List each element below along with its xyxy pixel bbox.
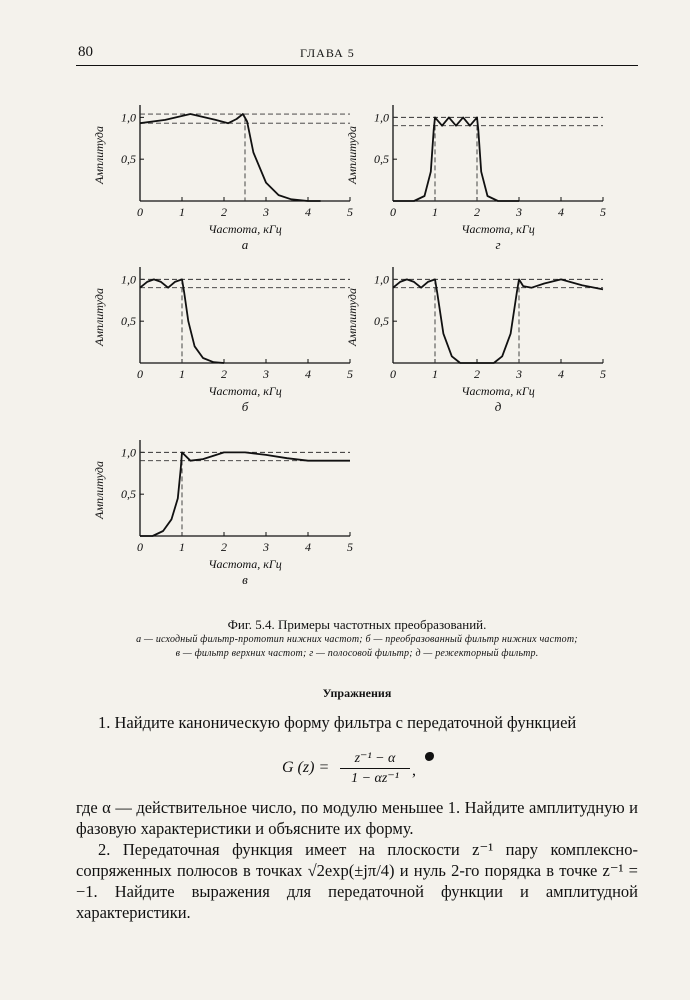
figure-legend-line-1: а — исходный фильтр-прототип нижних частот; б — преобразованный фильтр нижних частот; [136, 634, 578, 645]
x-tick-label: 5 [600, 205, 606, 219]
formula-denominator: 1 − αz⁻¹ [351, 771, 399, 786]
x-tick-label: 3 [263, 205, 269, 219]
y-axis-label: Амплитуда [345, 288, 359, 346]
x-axis-label: Частота, кГц [208, 222, 282, 236]
y-tick-label: 1,0 [121, 445, 136, 460]
x-tick-label: 2 [221, 367, 227, 381]
x-tick-label: 5 [347, 540, 353, 554]
y-tick-label: 1,0 [374, 272, 389, 287]
y-tick-label: 0,5 [121, 152, 136, 167]
x-tick-label: 4 [305, 205, 311, 219]
x-tick-label: 3 [263, 540, 269, 554]
x-tick-label: 4 [558, 205, 564, 219]
x-tick-label: 4 [558, 367, 564, 381]
x-tick-label: 1 [432, 367, 438, 381]
x-tick-label: 4 [305, 540, 311, 554]
y-axis-label: Амплитуда [92, 461, 106, 519]
chart-panel-d [338, 262, 618, 422]
figure-legend [76, 633, 638, 661]
header-rule [76, 65, 638, 66]
y-axis-label: Амплитуда [92, 126, 106, 184]
x-tick-label: 3 [516, 367, 522, 381]
x-tick-label: 4 [305, 367, 311, 381]
response-curve [393, 279, 603, 363]
x-tick-label: 2 [474, 205, 480, 219]
x-tick-label: 0 [137, 540, 143, 554]
x-tick-label: 2 [221, 540, 227, 554]
chart-panel-g [338, 100, 618, 260]
x-tick-label: 0 [137, 205, 143, 219]
section-title: Упражнения [322, 686, 392, 700]
formula-lhs: G (z) = [282, 759, 330, 776]
x-tick-label: 0 [390, 205, 396, 219]
x-axis-label: Частота, кГц [461, 222, 535, 236]
response-curve [140, 452, 350, 536]
formula-numerator: z⁻¹ − α [340, 750, 410, 769]
x-tick-label: 5 [347, 205, 353, 219]
x-axis-label: Частота, кГц [461, 384, 535, 398]
x-tick-label: 3 [516, 205, 522, 219]
running-head: ГЛАВА 5 [300, 46, 355, 60]
y-tick-label: 0,5 [374, 314, 389, 329]
y-tick-label: 0,5 [121, 487, 136, 502]
figure-legend-line-2: в — фильтр верхних частот; г — полосовой фильтр; д — режекторный фильтр. [175, 648, 539, 659]
y-axis-label: Амплитуда [92, 288, 106, 346]
exercise-1-intro: 1. Найдите каноническую форму фильтра с передаточной функцией [98, 713, 577, 732]
y-tick-label: 0,5 [374, 152, 389, 167]
y-tick-label: 0,5 [121, 314, 136, 329]
figure-caption: Фиг. 5.4. Примеры частотных преобразований. [227, 617, 487, 632]
x-tick-label: 2 [221, 205, 227, 219]
transfer-function-formula [282, 750, 482, 790]
chart-panel-a [85, 100, 365, 260]
panel-label: в [242, 572, 248, 587]
x-axis-label: Частота, кГц [208, 384, 282, 398]
y-tick-label: 1,0 [121, 272, 136, 287]
panel-label: д [494, 399, 502, 414]
y-tick-label: 1,0 [374, 110, 389, 125]
x-tick-label: 1 [179, 540, 185, 554]
panel-label: г [495, 237, 501, 252]
exercise-1-rest: где α — действительное число, по модулю меньшее 1. Найдите амплитудную и фазовую характеристики и объясните их форму. [76, 798, 638, 838]
chart-panel-b [85, 262, 365, 422]
page-number: 80 [78, 44, 93, 60]
x-tick-label: 5 [347, 367, 353, 381]
formula-comma: , [412, 762, 416, 779]
y-axis-label: Амплитуда [345, 126, 359, 184]
x-tick-label: 5 [600, 367, 606, 381]
response-curve [140, 114, 321, 201]
response-curve [393, 117, 519, 201]
x-tick-label: 0 [137, 367, 143, 381]
x-tick-label: 3 [263, 367, 269, 381]
x-tick-label: 2 [474, 367, 480, 381]
chart-panel-v [85, 435, 365, 595]
exercise-2: 2. Передаточная функция имеет на плоскости z⁻¹ пару комплексно-сопряженных полюсов в точках √2exp(±jπ/4) и нуль 2-го порядка в точке z⁻¹ = −1. Найдите выражения для передаточной функции и амплитудной характеристики. [76, 840, 638, 922]
formula-fraction [340, 750, 410, 787]
x-tick-label: 1 [179, 367, 185, 381]
panel-label: б [241, 399, 249, 414]
x-tick-label: 1 [432, 205, 438, 219]
x-axis-label: Частота, кГц [208, 557, 282, 571]
x-tick-label: 1 [179, 205, 185, 219]
panel-label: а [241, 237, 249, 252]
y-tick-label: 1,0 [121, 110, 136, 125]
x-tick-label: 0 [390, 367, 396, 381]
